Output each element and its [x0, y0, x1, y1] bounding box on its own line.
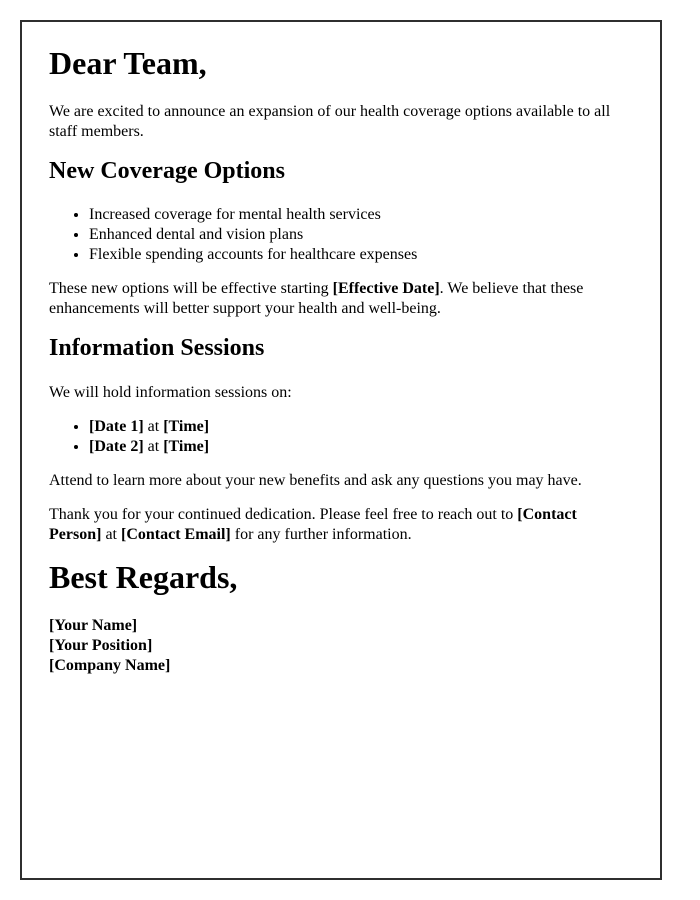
- contact-person-placeholder: [Contact Person]: [49, 505, 577, 543]
- effective-date-text-after: . We believe that these enhancements will better support your health and well-being.: [49, 280, 584, 318]
- session-separator-text: at: [143, 417, 164, 435]
- thanks-text-middle: at: [101, 525, 121, 543]
- coverage-list-item: • Increased coverage for mental health services: [89, 205, 633, 225]
- coverage-list: [49, 205, 633, 265]
- effective-date-placeholder: [Effective Date]: [332, 280, 440, 298]
- letter-document: [20, 20, 662, 880]
- greeting-heading: Dear Team,: [49, 45, 207, 81]
- attend-paragraph: Attend to learn more about your new benefits and ask any questions you may have.: [49, 471, 582, 489]
- thanks-text-before: Thank you for your continued dedication. Please feel free to reach out to: [49, 505, 518, 523]
- session-date-placeholder: [Date 1]: [89, 417, 144, 435]
- coverage-list-item: • Flexible spending accounts for healthcare expenses: [89, 245, 633, 265]
- session-list-item: [89, 417, 633, 437]
- thanks-paragraph: [49, 505, 633, 545]
- session-separator-text: at: [143, 437, 164, 455]
- signature-block: [49, 616, 633, 676]
- session-time-placeholder: [Time]: [163, 437, 210, 455]
- contact-email-placeholder: [Contact Email]: [120, 525, 231, 543]
- signature-position-line: [Your Position]: [49, 636, 153, 654]
- session-date-placeholder: [Date 2]: [89, 437, 144, 455]
- sessions-section-heading: Information Sessions: [49, 335, 265, 362]
- session-list-item: [89, 437, 633, 457]
- coverage-list-item: • Enhanced dental and vision plans: [89, 225, 633, 245]
- coverage-section-heading: New Coverage Options: [49, 157, 285, 184]
- signature-name-line: [Your Name]: [49, 616, 138, 634]
- effective-date-paragraph: [49, 279, 633, 319]
- effective-date-text-before: These new options will be effective starting: [49, 280, 333, 298]
- thanks-text-after: for any further information.: [230, 525, 412, 543]
- intro-paragraph: We are excited to announce an expansion of our health coverage options available to all staff members.: [49, 102, 611, 140]
- signature-company-line: [Company Name]: [49, 656, 171, 674]
- session-time-placeholder: [Time]: [163, 417, 210, 435]
- sessions-intro-paragraph: We will hold information sessions on:: [49, 383, 292, 401]
- sessions-list: [49, 417, 633, 457]
- closing-heading: Best Regards,: [49, 558, 238, 595]
